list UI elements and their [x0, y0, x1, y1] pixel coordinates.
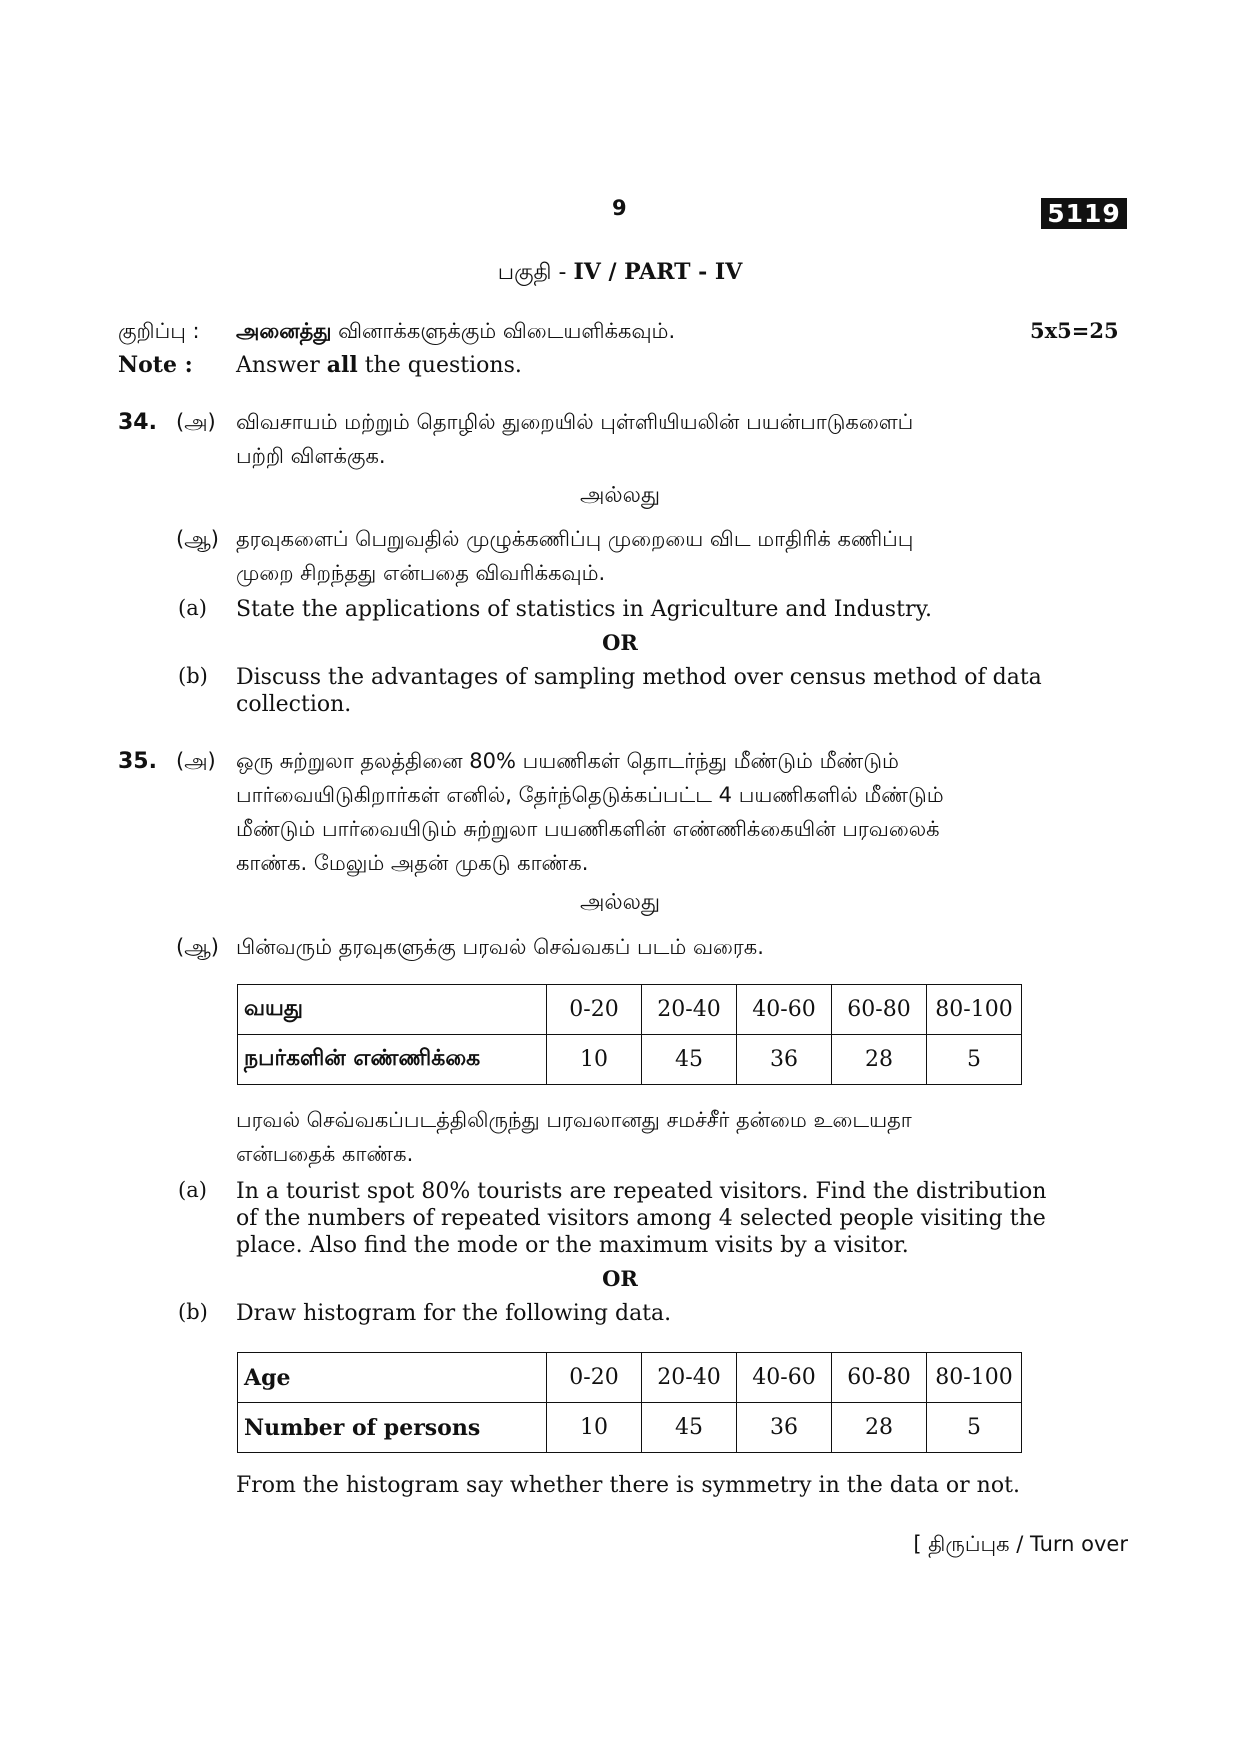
table-cell: 45: [642, 1403, 737, 1453]
q34-a-english: State the applications of statistics in Agriculture and Industry.: [236, 597, 932, 622]
table-cell: 28: [832, 1403, 927, 1453]
note-en-pre: Answer: [236, 353, 320, 378]
q35-a-marker-tamil: (அ): [176, 749, 216, 773]
tamil-frequency-table: [237, 984, 1022, 1085]
table-row-head: Age: [238, 1353, 547, 1403]
q34-b-marker-english: (b): [178, 664, 208, 688]
q34-b-marker-tamil: (ஆ): [176, 527, 219, 551]
q34-or-tamil: அல்லது: [579, 483, 661, 508]
table-cell: 45: [642, 1035, 737, 1085]
question-34-number: 34.: [118, 410, 157, 435]
note-english-text: [236, 352, 522, 378]
table-row: [238, 985, 1022, 1035]
q35-b-tamil: பின்வரும் தரவுகளுக்கு பரவல் செவ்வகப் படம் வரைக.: [236, 935, 764, 959]
q34-b-english-line1: Discuss the advantages of sampling method over census method of data: [236, 665, 1042, 690]
q35-a-tamil-line3: மீண்டும் பார்வையிடும் சுற்றுலா பயணிகளின் எண்ணிக்கையின் பரவலைக்: [236, 817, 940, 841]
q35-a-tamil-line1: ஒரு சுற்றுலா தலத்தினை 80% பயணிகள் தொடர்ந்து மீண்டும் மீண்டும்: [236, 749, 899, 773]
table-cell: 0-20: [547, 985, 642, 1035]
table-row: [238, 1353, 1022, 1403]
note-tamil-bold: அனைத்து: [236, 319, 332, 343]
turn-over-text: [ திருப்புக / Turn over: [913, 1532, 1128, 1556]
q35-after-table-tamil-line1: பரவல் செவ்வகப்படத்திலிருந்து பரவலானது சமச்சீர் தன்மை உடையதா: [236, 1108, 912, 1132]
q35-a-tamil-line2: பார்வையிடுகிறார்கள் எனில், தேர்ந்தெடுக்கப்பட்ட 4 பயணிகளில் மீண்டும்: [236, 783, 944, 807]
q34-a-marker-english: (a): [178, 596, 207, 620]
note-tamil: [118, 316, 200, 346]
q35-or-tamil: அல்லது: [579, 890, 661, 915]
table-cell: 20-40: [642, 985, 737, 1035]
q35-a-english-line2: of the numbers of repeated visitors among 4 selected people visiting the: [236, 1206, 1046, 1231]
table-cell: 28: [832, 1035, 927, 1085]
note-tamil-text: [236, 316, 675, 346]
part-title-tamil: பகுதி -: [497, 260, 574, 285]
q35-a-english-line3: place. Also find the mode or the maximum visits by a visitor.: [236, 1233, 909, 1258]
q35-b-marker-english: (b): [178, 1300, 208, 1324]
table-cell: 80-100: [927, 1353, 1022, 1403]
q35-b-marker-tamil: (ஆ): [176, 935, 219, 959]
q35-or-english: OR: [602, 1266, 638, 1291]
table-row-head: Number of persons: [238, 1403, 547, 1453]
table-cell: 36: [737, 1403, 832, 1453]
table-cell: 5: [927, 1035, 1022, 1085]
table-cell: 0-20: [547, 1353, 642, 1403]
q34-b-english-line2: collection.: [236, 692, 352, 717]
table-row-head: வயது: [238, 985, 547, 1035]
q34-a-marker-tamil: (அ): [176, 410, 216, 434]
turn-over-note: [870, 1532, 1128, 1559]
q34-b-tamil-line2: முறை சிறந்தது என்பதை விவரிக்கவும்.: [236, 561, 606, 585]
part-title: [0, 259, 1240, 288]
table-row: [238, 1403, 1022, 1453]
q35-b-english: Draw histogram for the following data.: [236, 1301, 672, 1326]
note-tamil-rest: வினாக்களுக்கும் விடையளிக்கவும்.: [338, 319, 676, 343]
table-cell: 10: [547, 1403, 642, 1453]
table-cell: 40-60: [737, 985, 832, 1035]
table-cell: 60-80: [832, 985, 927, 1035]
paper-code-badge: 5119: [1041, 198, 1127, 229]
note-label-tamil: குறிப்பு :: [118, 319, 200, 343]
table-cell: 80-100: [927, 985, 1022, 1035]
q35-a-marker-english: (a): [178, 1178, 207, 1202]
table-row-head: நபர்களின் எண்ணிக்கை: [238, 1035, 547, 1085]
table-cell: 20-40: [642, 1353, 737, 1403]
note-label-english: Note :: [118, 352, 193, 378]
q35-after-table-english: From the histogram say whether there is symmetry in the data or not.: [236, 1473, 1020, 1498]
marks-allocation: 5x5=25: [1030, 318, 1119, 343]
page-number: 9: [612, 196, 627, 220]
table-row: [238, 1035, 1022, 1085]
q35-a-english-line1: In a tourist spot 80% tourists are repeated visitors. Find the distribution: [236, 1179, 1047, 1204]
q35-after-table-tamil-line2: என்பதைக் காண்க.: [236, 1142, 414, 1166]
table-cell: 10: [547, 1035, 642, 1085]
q34-a-tamil-line1: விவசாயம் மற்றும் தொழில் துறையில் புள்ளியியலின் பயன்பாடுகளைப்: [236, 410, 914, 434]
question-35-number: 35.: [118, 749, 157, 774]
english-frequency-table: [237, 1352, 1022, 1453]
q34-or-english: OR: [602, 630, 638, 655]
table-cell: 60-80: [832, 1353, 927, 1403]
note-en-post: the questions.: [364, 353, 522, 378]
table-cell: 36: [737, 1035, 832, 1085]
q34-b-tamil-line1: தரவுகளைப் பெறுவதில் முழுக்கணிப்பு முறையை விட மாதிரிக் கணிப்பு: [236, 527, 914, 551]
table-cell: 5: [927, 1403, 1022, 1453]
note-en-bold: all: [326, 352, 358, 378]
q35-a-tamil-line4: காண்க. மேலும் அதன் முகடு காண்க.: [236, 851, 589, 875]
part-title-english: IV / PART - IV: [573, 259, 743, 285]
table-cell: 40-60: [737, 1353, 832, 1403]
q34-a-tamil-line2: பற்றி விளக்குக.: [236, 444, 386, 468]
